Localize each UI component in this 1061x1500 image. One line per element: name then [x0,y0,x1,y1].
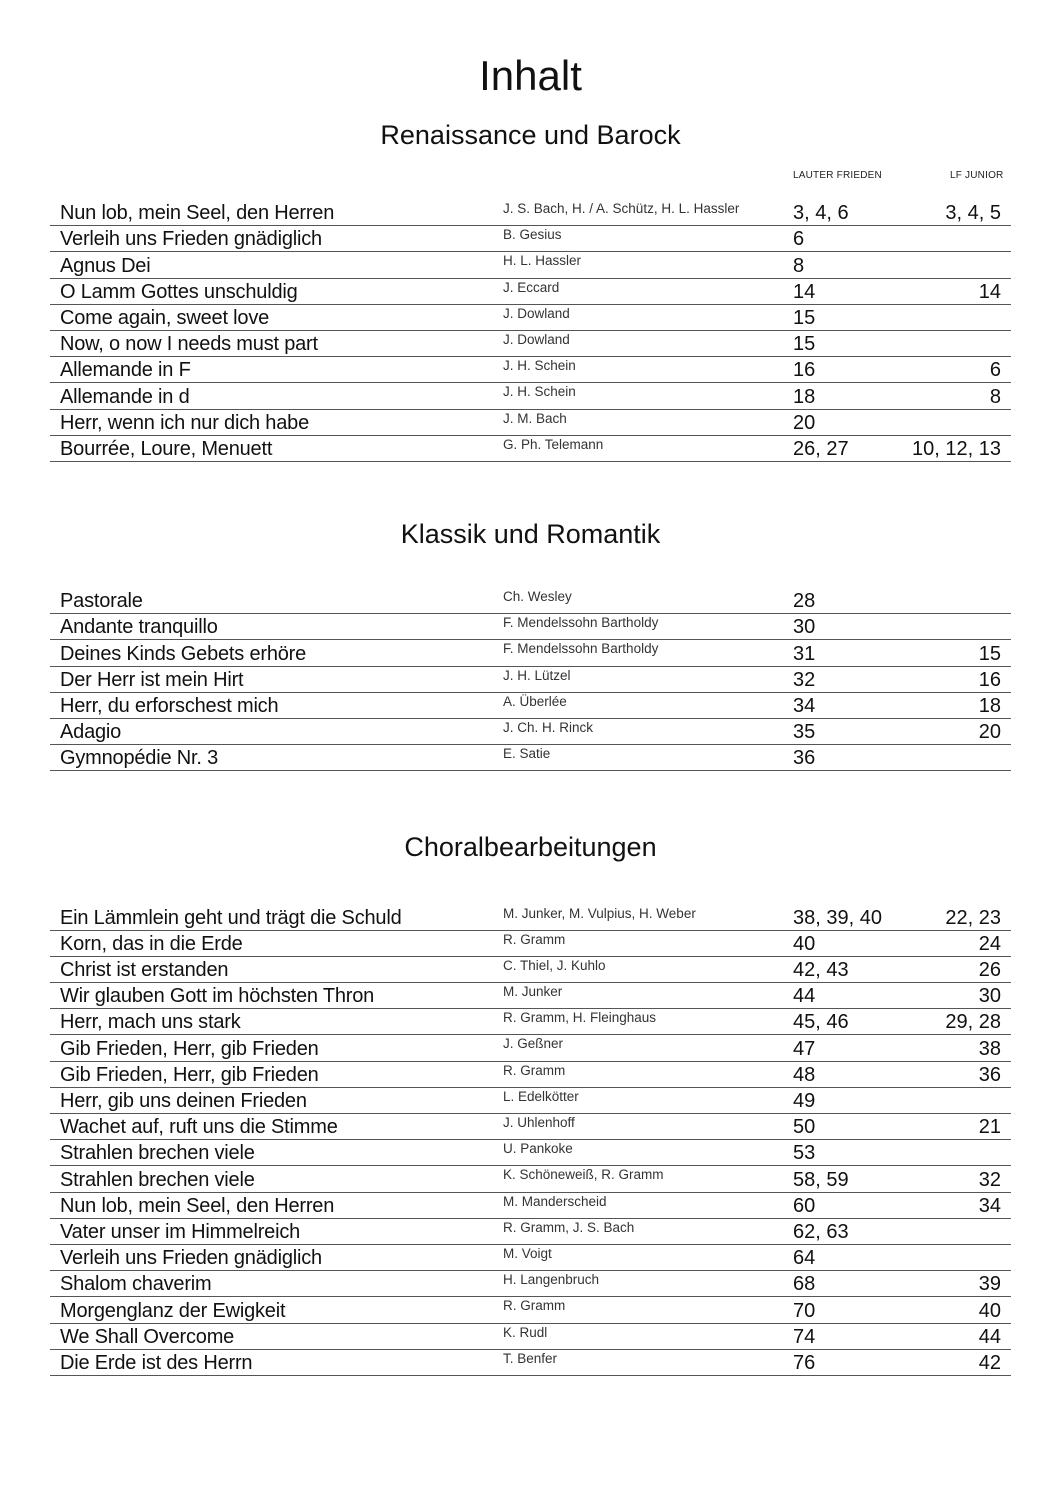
toc-row [50,983,1011,1009]
entry-composer: R. Gramm [503,931,566,947]
entry-composer: R. Gramm [503,1062,566,1078]
toc-row [50,640,1011,666]
entry-title: O Lamm Gottes unschuldig [60,280,298,303]
entry-page-lf-junior: 16 [978,668,1001,691]
entry-title: Adagio [60,721,122,744]
entry-title: Allemande in d [60,385,190,408]
entry-page-lauter-frieden: 58, 59 [793,1168,849,1191]
entry-page-lauter-frieden: 6 [793,228,805,251]
entry-page-lauter-frieden: 30 [793,616,816,639]
entry-title: Agnus Dei [60,254,151,277]
entry-page-lf-junior: 8 [989,385,1001,408]
entry-page-lauter-frieden: 15 [793,306,816,329]
entry-page-lauter-frieden: 31 [793,642,816,665]
entry-title: Herr, wenn ich nur dich habe [60,411,309,434]
entry-title: Herr, du erforschest mich [60,694,279,717]
entry-page-lauter-frieden: 35 [793,721,816,744]
entry-composer: M. Junker, M. Vulpius, H. Weber [503,905,696,921]
entry-composer: A. Überlée [503,693,567,709]
entry-title: Morgenglanz der Ewigkeit [60,1299,286,1322]
page-title: Inhalt [479,52,582,99]
entry-title: Allemande in F [60,359,191,382]
entry-page-lauter-frieden: 50 [793,1116,816,1139]
toc-row [50,226,1011,252]
entry-page-lauter-frieden: 44 [793,985,816,1008]
entry-page-lauter-frieden: 70 [793,1299,816,1322]
entry-composer: K. Rudl [503,1324,548,1340]
toc-row [50,1350,1011,1376]
toc-row [50,1062,1011,1088]
entry-page-lauter-frieden: 62, 63 [793,1220,849,1243]
entry-page-lf-junior: 29, 28 [945,1011,1001,1034]
entry-page-lauter-frieden: 48 [793,1063,816,1086]
toc-row [50,1271,1011,1297]
toc-row [50,252,1011,278]
toc-row [50,383,1011,409]
entry-page-lf-junior: 14 [978,280,1001,303]
entry-page-lauter-frieden: 20 [793,411,816,434]
entry-composer: J. H. Schein [503,358,576,374]
entry-composer: R. Gramm [503,1298,566,1314]
toc-row [50,410,1011,436]
entry-title: Pastorale [60,590,143,613]
entry-composer: J. Eccard [503,279,560,295]
toc-row [50,1193,1011,1219]
entry-page-lf-junior: 15 [978,642,1001,665]
entry-title: We Shall Overcome [60,1325,235,1348]
entry-page-lauter-frieden: 47 [793,1037,816,1060]
entry-composer: B. Gesius [503,227,562,243]
toc-row [50,719,1011,745]
entry-page-lauter-frieden: 18 [793,385,816,408]
entry-page-lauter-frieden: 14 [793,280,816,303]
entry-composer: J. H. Schein [503,384,576,400]
entry-page-lf-junior: 3, 4, 5 [945,202,1001,225]
column-header-lauter-frieden: LAUTER FRIEDEN [793,170,882,181]
entry-page-lauter-frieden: 45, 46 [793,1011,849,1034]
entry-title: Verleih uns Frieden gnädiglich [60,228,322,251]
toc-row [50,305,1011,331]
entry-composer: G. Ph. Telemann [503,436,604,452]
entry-title: Now, o now I needs must part [60,333,318,356]
toc-row [50,1140,1011,1166]
entry-composer: J. Dowland [503,305,570,321]
entry-title: Herr, gib uns deinen Frieden [60,1090,307,1112]
entry-composer: M. Junker [503,984,563,1000]
entry-composer: E. Satie [503,746,551,762]
entry-page-lf-junior: 34 [978,1194,1001,1217]
entry-title: Gib Frieden, Herr, gib Frieden [60,1037,319,1060]
entry-page-lauter-frieden: 49 [793,1090,816,1112]
entry-composer: J. Geßner [503,1036,564,1052]
entry-page-lauter-frieden: 34 [793,694,816,717]
entry-page-lauter-frieden: 64 [793,1247,816,1270]
entry-title: Gymnopédie Nr. 3 [60,747,218,770]
entry-composer: Ch. Wesley [503,589,572,604]
entry-title: Ein Lämmlein geht und trägt die Schuld [60,906,402,929]
entry-page-lf-junior: 6 [989,359,1001,382]
entry-page-lauter-frieden: 3, 4, 6 [793,202,849,225]
toc-row [50,1219,1011,1245]
entry-page-lf-junior: 39 [978,1273,1001,1296]
entry-page-lf-junior: 26 [978,959,1001,982]
entry-page-lauter-frieden: 60 [793,1194,816,1217]
entry-page-lf-junior: 21 [978,1116,1001,1139]
section-title-choral: Choralbearbeitungen [404,832,657,862]
entry-composer: U. Pankoke [503,1141,573,1157]
toc-row [50,957,1011,983]
toc-table-renaissance [50,200,1011,462]
entry-title: Nun lob, mein Seel, den Herren [60,1194,335,1217]
entry-composer: J. M. Bach [503,410,567,426]
entry-composer: H. L. Hassler [503,253,582,269]
toc-row [50,745,1011,771]
entry-page-lauter-frieden: 8 [793,254,805,277]
toc-row [50,1009,1011,1035]
entry-composer: F. Mendelssohn Bartholdy [503,615,659,631]
toc-row [50,1166,1011,1192]
toc-row [50,1088,1011,1114]
toc-row [50,931,1011,957]
entry-title: Bourrée, Loure, Menuett [60,437,273,460]
entry-composer: M. Manderscheid [503,1193,607,1209]
entry-page-lf-junior: 10, 12, 13 [912,437,1001,460]
entry-composer: J. Uhlenhoff [503,1115,575,1130]
toc-row [50,614,1011,640]
section-title-klassik: Klassik und Romantik [400,519,661,549]
toc-row [50,667,1011,693]
entry-page-lf-junior: 18 [978,694,1001,717]
entry-page-lf-junior: 20 [978,721,1001,744]
entry-page-lf-junior: 36 [978,1063,1001,1086]
toc-row [50,693,1011,719]
entry-composer: M. Voigt [503,1245,552,1261]
entry-composer: L. Edelkötter [503,1088,579,1104]
entry-page-lf-junior: 42 [978,1351,1001,1374]
entry-page-lauter-frieden: 32 [793,668,816,691]
entry-page-lauter-frieden: 76 [793,1351,816,1374]
toc-row [50,1035,1011,1061]
toc-row [50,1324,1011,1350]
toc-row [50,1245,1011,1271]
toc-row [50,1114,1011,1140]
entry-title: Herr, mach uns stark [60,1011,241,1034]
entry-title: Der Herr ist mein Hirt [60,668,244,691]
entry-page-lauter-frieden: 36 [793,747,816,770]
entry-title: Vater unser im Himmelreich [60,1220,301,1243]
entry-composer: R. Gramm, H. Fleinghaus [503,1010,657,1026]
entry-page-lf-junior: 22, 23 [945,906,1001,929]
entry-composer: C. Thiel, J. Kuhlo [503,957,606,973]
entry-composer: J. Ch. H. Rinck [503,719,594,735]
entry-composer: R. Gramm, J. S. Bach [503,1219,635,1235]
entry-title: Wir glauben Gott im höchsten Thron [60,985,375,1008]
toc-row [50,200,1011,226]
entry-title: Strahlen brechen viele [60,1142,255,1165]
entry-page-lf-junior: 24 [978,932,1001,955]
toc-row [50,1297,1011,1323]
entry-title: Nun lob, mein Seel, den Herren [60,202,335,225]
toc-table-klassik [50,588,1011,771]
entry-page-lf-junior: 30 [978,985,1001,1008]
entry-page-lauter-frieden: 38, 39, 40 [793,906,882,929]
entry-page-lauter-frieden: 68 [793,1273,816,1296]
column-header-lf-junior: LF JUNIOR [950,170,1004,181]
toc-row [50,357,1011,383]
entry-page-lauter-frieden: 26, 27 [793,437,849,460]
section-title-renaissance: Renaissance und Barock [380,120,681,150]
entry-page-lauter-frieden: 16 [793,359,816,382]
toc-row [50,588,1011,614]
entry-title: Gib Frieden, Herr, gib Frieden [60,1063,319,1086]
entry-page-lf-junior: 32 [978,1168,1001,1191]
entry-title: Andante tranquillo [60,616,218,639]
entry-title: Verleih uns Frieden gnädiglich [60,1247,322,1270]
entry-page-lauter-frieden: 15 [793,333,816,356]
entry-page-lauter-frieden: 74 [793,1325,816,1348]
entry-title: Shalom chaverim [60,1273,212,1296]
entry-page-lf-junior: 40 [978,1299,1001,1322]
toc-row [50,436,1011,462]
toc-row [50,331,1011,357]
entry-page-lauter-frieden: 53 [793,1142,816,1165]
entry-title: Deines Kinds Gebets erhöre [60,642,307,665]
entry-page-lauter-frieden: 40 [793,932,816,955]
entry-composer: H. Langenbruch [503,1272,600,1288]
entry-title: Wachet auf, ruft uns die Stimme [60,1116,338,1139]
entry-title: Christ ist erstanden [60,959,229,982]
entry-composer: J. Dowland [503,331,570,347]
toc-table-choral [50,905,1011,1376]
entry-page-lauter-frieden: 28 [793,590,816,613]
entry-title: Come again, sweet love [60,306,270,329]
entry-composer: J. H. Lützel [503,667,571,683]
entry-title: Die Erde ist des Herrn [60,1351,253,1374]
entry-composer: K. Schöneweiß, R. Gramm [503,1167,664,1183]
toc-row [50,279,1011,305]
entry-composer: J. S. Bach, H. / A. Schütz, H. L. Hassler [503,201,740,216]
entry-page-lf-junior: 44 [978,1325,1001,1348]
toc-row [50,905,1011,931]
entry-composer: T. Benfer [503,1350,558,1366]
entry-page-lauter-frieden: 42, 43 [793,959,849,982]
entry-title: Strahlen brechen viele [60,1168,255,1191]
entry-composer: F. Mendelssohn Bartholdy [503,641,659,657]
entry-title: Korn, das in die Erde [60,932,243,955]
entry-page-lf-junior: 38 [978,1037,1001,1060]
